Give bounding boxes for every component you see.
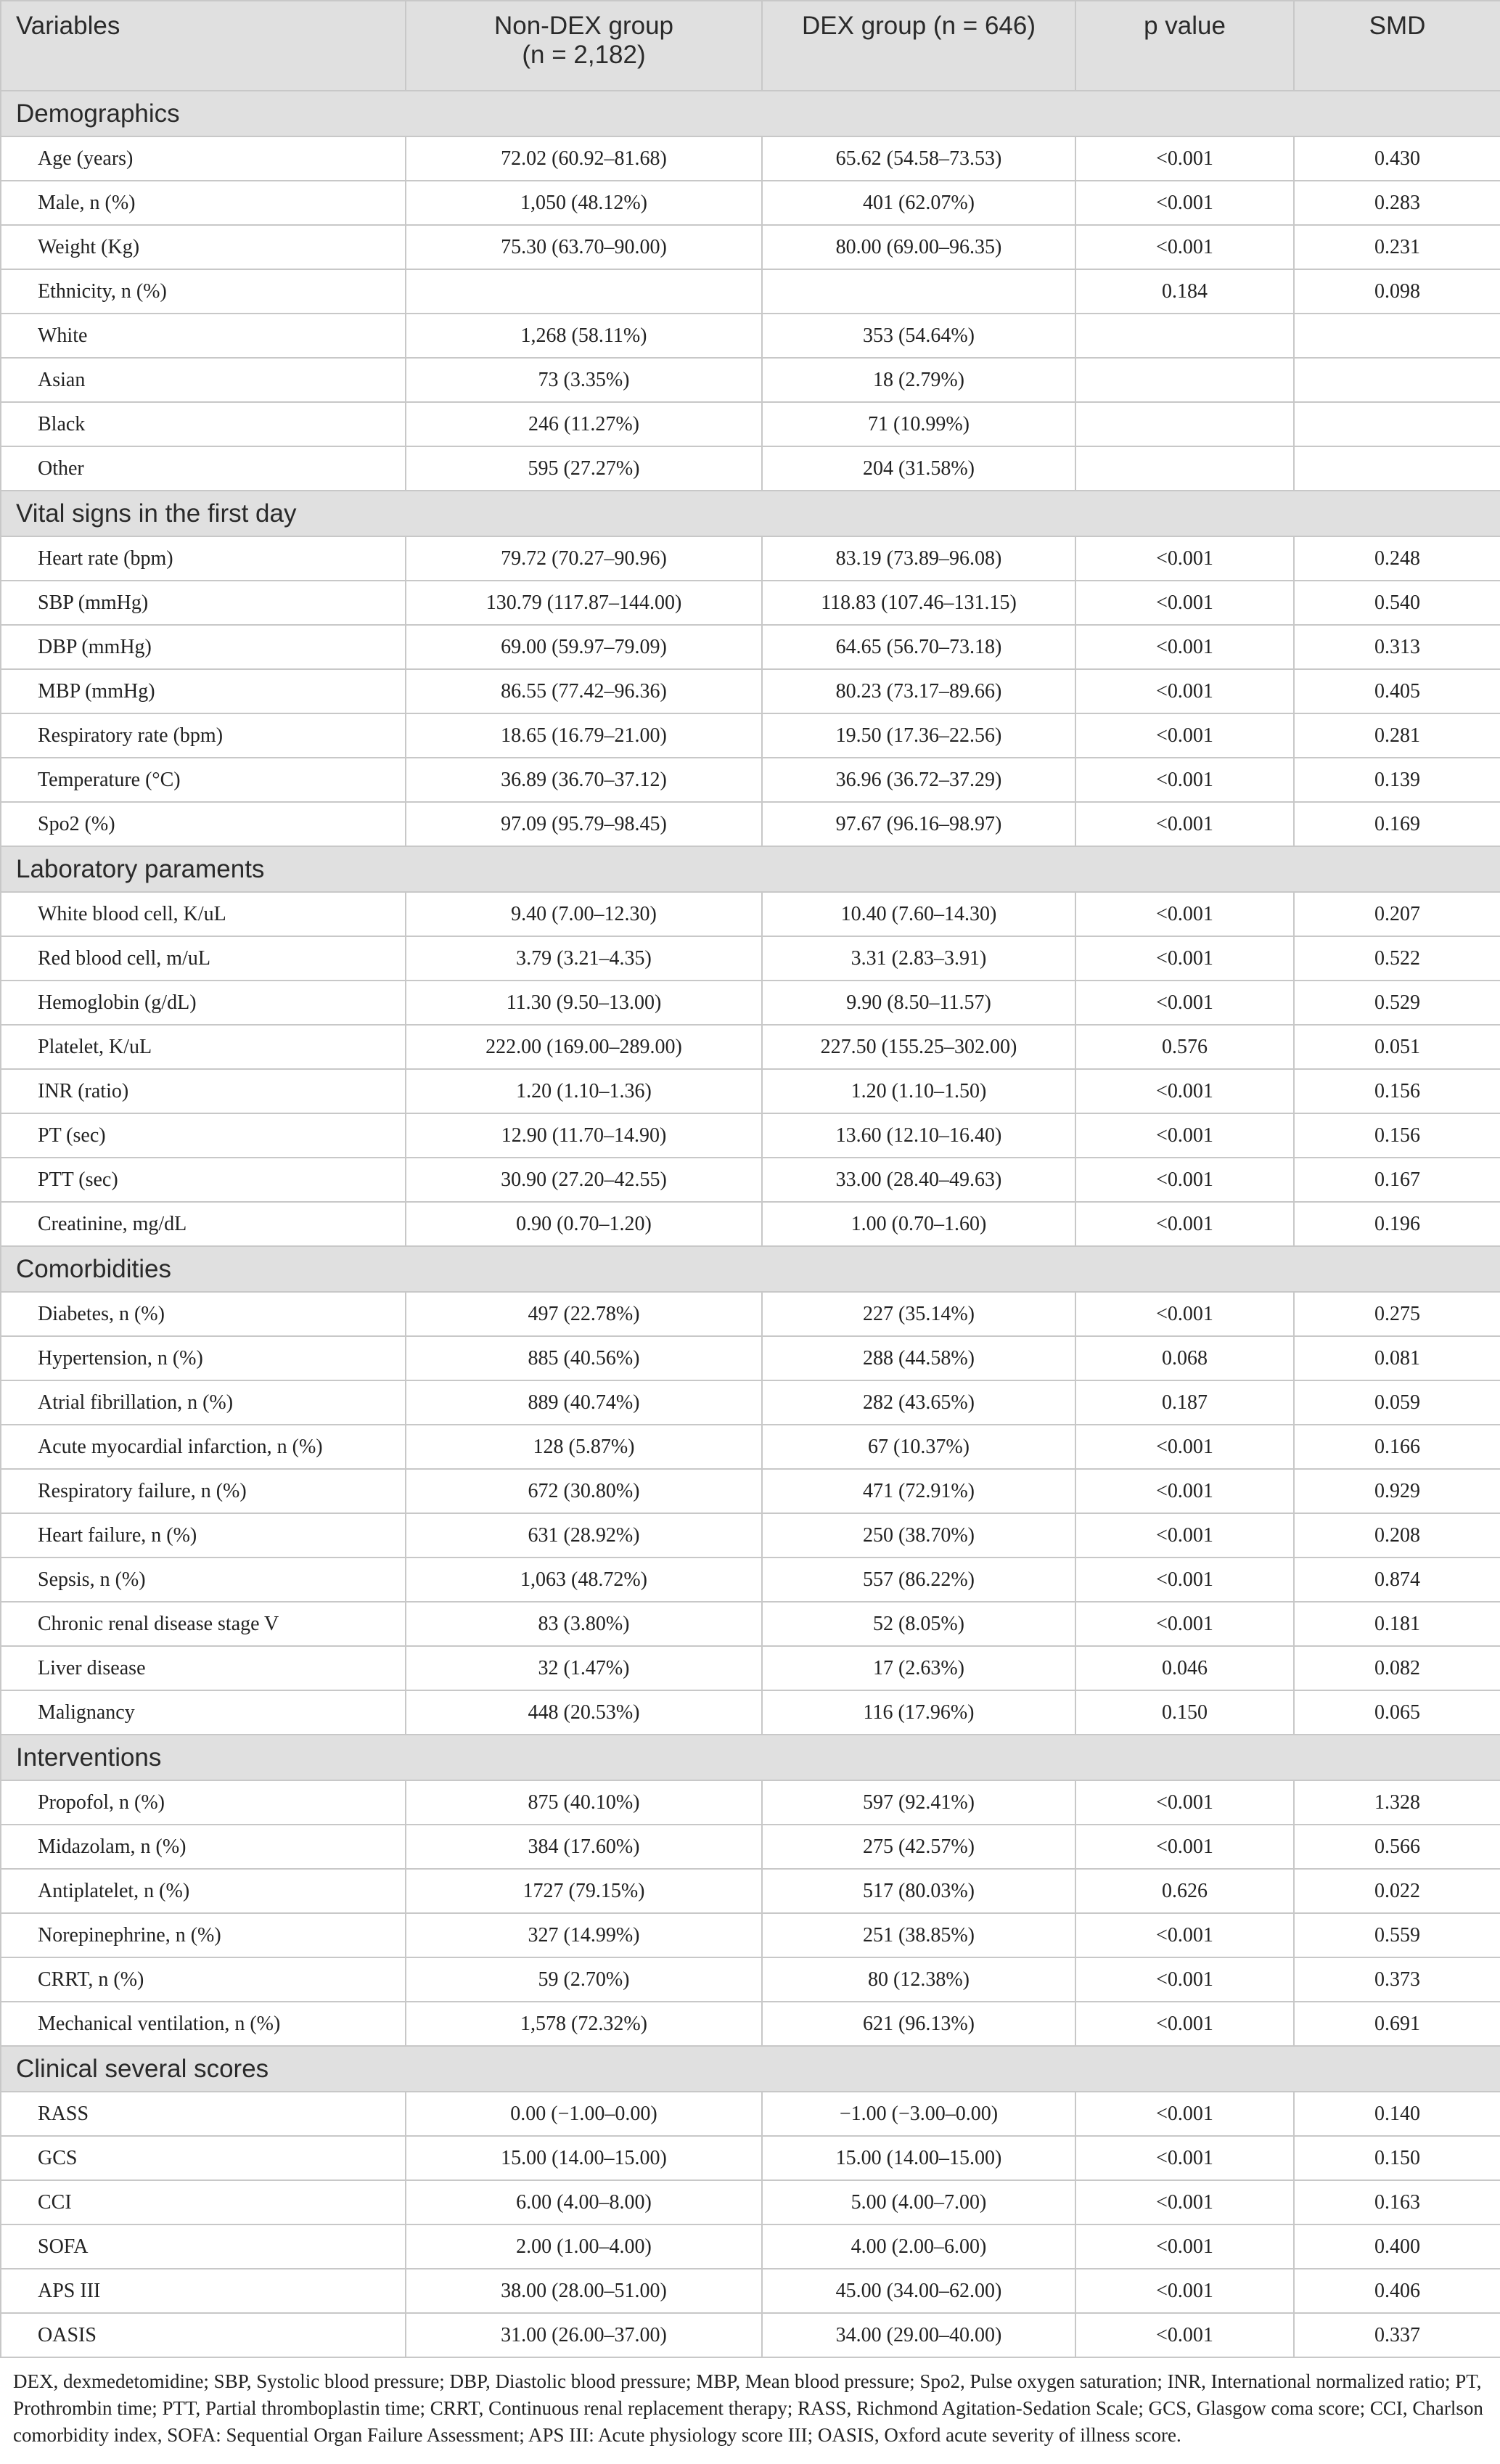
dex-cell: 17 (2.63%) xyxy=(762,1646,1075,1690)
variable-cell: Mechanical ventilation, n (%) xyxy=(1,2002,406,2046)
table-row xyxy=(1,758,1500,802)
dex-cell: 250 (38.70%) xyxy=(762,1513,1075,1558)
smd-cell xyxy=(1294,402,1500,446)
table-row xyxy=(1,981,1500,1025)
non-dex-cell: 1.20 (1.10–1.36) xyxy=(406,1069,762,1113)
non-dex-cell: 875 (40.10%) xyxy=(406,1780,762,1825)
dex-cell: 80.23 (73.17–89.66) xyxy=(762,669,1075,713)
p-value-cell: 0.576 xyxy=(1075,1025,1294,1069)
variable-cell: Respiratory failure, n (%) xyxy=(1,1469,406,1513)
p-value-cell: <0.001 xyxy=(1075,1425,1294,1469)
non-dex-cell: 3.79 (3.21–4.35) xyxy=(406,936,762,981)
dex-cell: 597 (92.41%) xyxy=(762,1780,1075,1825)
non-dex-cell: 497 (22.78%) xyxy=(406,1292,762,1336)
variable-cell: Propofol, n (%) xyxy=(1,1780,406,1825)
non-dex-cell: 32 (1.47%) xyxy=(406,1646,762,1690)
variable-cell: CRRT, n (%) xyxy=(1,1957,406,2002)
dex-cell: 517 (80.03%) xyxy=(762,1869,1075,1913)
dex-cell: 227 (35.14%) xyxy=(762,1292,1075,1336)
non-dex-cell: 384 (17.60%) xyxy=(406,1825,762,1869)
variable-cell: OASIS xyxy=(1,2313,406,2357)
non-dex-cell: 631 (28.92%) xyxy=(406,1513,762,1558)
p-value-cell: <0.001 xyxy=(1075,981,1294,1025)
section-header-row xyxy=(1,846,1500,892)
non-dex-cell: 59 (2.70%) xyxy=(406,1957,762,2002)
variable-cell: MBP (mmHg) xyxy=(1,669,406,713)
variable-cell: Spo2 (%) xyxy=(1,802,406,846)
variable-cell: Weight (Kg) xyxy=(1,225,406,269)
dex-cell: 621 (96.13%) xyxy=(762,2002,1075,2046)
section-title: Comorbidities xyxy=(1,1246,1500,1292)
table-row xyxy=(1,581,1500,625)
dex-cell: 118.83 (107.46–131.15) xyxy=(762,581,1075,625)
p-value-cell: <0.001 xyxy=(1075,1825,1294,1869)
variable-cell: Heart failure, n (%) xyxy=(1,1513,406,1558)
table-row xyxy=(1,1425,1500,1469)
variable-cell: Black xyxy=(1,402,406,446)
smd-cell: 0.196 xyxy=(1294,1202,1500,1246)
variable-cell: Malignancy xyxy=(1,1690,406,1735)
dex-cell: 67 (10.37%) xyxy=(762,1425,1075,1469)
p-value-cell xyxy=(1075,446,1294,491)
dex-cell: 3.31 (2.83–3.91) xyxy=(762,936,1075,981)
section-title: Clinical several scores xyxy=(1,2046,1500,2092)
table-row xyxy=(1,2180,1500,2224)
dex-cell: 80 (12.38%) xyxy=(762,1957,1075,2002)
smd-cell: 0.430 xyxy=(1294,136,1500,181)
smd-cell: 0.400 xyxy=(1294,2224,1500,2269)
dex-cell: 116 (17.96%) xyxy=(762,1690,1075,1735)
p-value-cell: <0.001 xyxy=(1075,2092,1294,2136)
non-dex-cell: 1727 (79.15%) xyxy=(406,1869,762,1913)
variable-cell: Midazolam, n (%) xyxy=(1,1825,406,1869)
smd-cell: 0.283 xyxy=(1294,181,1500,225)
table-row xyxy=(1,1780,1500,1825)
table-row xyxy=(1,1602,1500,1646)
dex-cell: 471 (72.91%) xyxy=(762,1469,1075,1513)
p-value-cell: <0.001 xyxy=(1075,1602,1294,1646)
p-value-cell: <0.001 xyxy=(1075,1558,1294,1602)
p-value-cell: <0.001 xyxy=(1075,1780,1294,1825)
p-value-cell: <0.001 xyxy=(1075,2002,1294,2046)
p-value-cell: <0.001 xyxy=(1075,892,1294,936)
table-row xyxy=(1,1158,1500,1202)
table-row xyxy=(1,269,1500,314)
non-dex-cell: 31.00 (26.00–37.00) xyxy=(406,2313,762,2357)
p-value-cell: <0.001 xyxy=(1075,225,1294,269)
header-row xyxy=(1,1,1500,91)
variable-cell: Other xyxy=(1,446,406,491)
dex-cell: 33.00 (28.40–49.63) xyxy=(762,1158,1075,1202)
dex-cell: 65.62 (54.58–73.53) xyxy=(762,136,1075,181)
variable-cell: White blood cell, K/uL xyxy=(1,892,406,936)
p-value-cell: <0.001 xyxy=(1075,1292,1294,1336)
smd-cell: 0.231 xyxy=(1294,225,1500,269)
variable-cell: Age (years) xyxy=(1,136,406,181)
table-row xyxy=(1,1957,1500,2002)
table-row xyxy=(1,181,1500,225)
section-title: Interventions xyxy=(1,1735,1500,1780)
table-row xyxy=(1,358,1500,402)
smd-cell: 0.337 xyxy=(1294,2313,1500,2357)
p-value-cell: 0.184 xyxy=(1075,269,1294,314)
p-value-cell: <0.001 xyxy=(1075,181,1294,225)
non-dex-cell: 12.90 (11.70–14.90) xyxy=(406,1113,762,1158)
p-value-cell: 0.046 xyxy=(1075,1646,1294,1690)
smd-cell: 0.082 xyxy=(1294,1646,1500,1690)
variable-cell: Heart rate (bpm) xyxy=(1,536,406,581)
smd-cell: 0.373 xyxy=(1294,1957,1500,2002)
non-dex-cell: 889 (40.74%) xyxy=(406,1380,762,1425)
section-header-row xyxy=(1,91,1500,136)
p-value-cell xyxy=(1075,358,1294,402)
section-title: Laboratory paraments xyxy=(1,846,1500,892)
non-dex-cell: 246 (11.27%) xyxy=(406,402,762,446)
section-title: Demographics xyxy=(1,91,1500,136)
table-row xyxy=(1,1690,1500,1735)
dex-cell: 71 (10.99%) xyxy=(762,402,1075,446)
smd-cell: 0.081 xyxy=(1294,1336,1500,1380)
p-value-cell: <0.001 xyxy=(1075,1202,1294,1246)
table-row xyxy=(1,1558,1500,1602)
table-footnote: DEX, dexmedetomidine; SBP, Systolic blood pressure; DBP, Diastolic blood pressure; MBP, Mean blood pressure; Spo2, Pulse oxygen saturation; INR, International normalized ratio; PT, Prothrombin time; PTT, Partial thromboplastin time; CRRT, Continuous renal replacement therapy; RASS, Richmond Agitation-Sedation Scale; GCS, Glasgow coma score; CCI, Charlson comorbidity index, SOFA: Sequential Organ Failure Assessment; APS III: Acute physiology score III; OASIS, Oxford acute severity of illness score. xyxy=(13,2370,1483,2446)
non-dex-cell: 1,268 (58.11%) xyxy=(406,314,762,358)
table-row xyxy=(1,402,1500,446)
smd-cell xyxy=(1294,446,1500,491)
p-value-cell: <0.001 xyxy=(1075,936,1294,981)
variable-cell: Antiplatelet, n (%) xyxy=(1,1869,406,1913)
smd-cell: 0.529 xyxy=(1294,981,1500,1025)
dex-cell: 83.19 (73.89–96.08) xyxy=(762,536,1075,581)
variable-cell: PTT (sec) xyxy=(1,1158,406,1202)
variable-cell: SOFA xyxy=(1,2224,406,2269)
section-header-row xyxy=(1,2046,1500,2092)
variable-cell: Diabetes, n (%) xyxy=(1,1292,406,1336)
p-value-cell: <0.001 xyxy=(1075,1957,1294,2002)
dex-cell: 15.00 (14.00–15.00) xyxy=(762,2136,1075,2180)
variable-cell: Hypertension, n (%) xyxy=(1,1336,406,1380)
table-row xyxy=(1,446,1500,491)
smd-cell: 0.566 xyxy=(1294,1825,1500,1869)
smd-cell: 0.207 xyxy=(1294,892,1500,936)
smd-cell: 0.139 xyxy=(1294,758,1500,802)
non-dex-cell: 448 (20.53%) xyxy=(406,1690,762,1735)
table-row xyxy=(1,136,1500,181)
p-value-cell: <0.001 xyxy=(1075,2269,1294,2313)
dex-cell: 10.40 (7.60–14.30) xyxy=(762,892,1075,936)
smd-cell: 0.559 xyxy=(1294,1913,1500,1957)
dex-cell: 97.67 (96.16–98.97) xyxy=(762,802,1075,846)
table-row xyxy=(1,2136,1500,2180)
non-dex-cell: 885 (40.56%) xyxy=(406,1336,762,1380)
table-row xyxy=(1,2269,1500,2313)
dex-cell: 1.00 (0.70–1.60) xyxy=(762,1202,1075,1246)
variable-cell: INR (ratio) xyxy=(1,1069,406,1113)
non-dex-cell: 30.90 (27.20–42.55) xyxy=(406,1158,762,1202)
section-header-row xyxy=(1,491,1500,536)
table-row xyxy=(1,1292,1500,1336)
table-row xyxy=(1,1646,1500,1690)
smd-cell: 0.929 xyxy=(1294,1469,1500,1513)
p-value-cell: <0.001 xyxy=(1075,581,1294,625)
variable-cell: Acute myocardial infarction, n (%) xyxy=(1,1425,406,1469)
section-header-row xyxy=(1,1735,1500,1780)
variable-cell: Liver disease xyxy=(1,1646,406,1690)
table-row xyxy=(1,1202,1500,1246)
p-value-cell: <0.001 xyxy=(1075,1513,1294,1558)
table-row xyxy=(1,1113,1500,1158)
p-value-cell xyxy=(1075,314,1294,358)
smd-cell: 0.540 xyxy=(1294,581,1500,625)
non-dex-cell: 1,578 (72.32%) xyxy=(406,2002,762,2046)
smd-cell: 0.181 xyxy=(1294,1602,1500,1646)
header-nondex-line2: (n = 2,182) xyxy=(522,41,646,69)
table-row xyxy=(1,713,1500,758)
dex-cell: 52 (8.05%) xyxy=(762,1602,1075,1646)
p-value-cell: <0.001 xyxy=(1075,136,1294,181)
p-value-cell: <0.001 xyxy=(1075,1069,1294,1113)
variable-cell: Creatinine, mg/dL xyxy=(1,1202,406,1246)
p-value-cell: <0.001 xyxy=(1075,1469,1294,1513)
p-value-cell: 0.150 xyxy=(1075,1690,1294,1735)
table-row xyxy=(1,1869,1500,1913)
dex-cell: 13.60 (12.10–16.40) xyxy=(762,1113,1075,1158)
dex-cell: 204 (31.58%) xyxy=(762,446,1075,491)
non-dex-cell: 79.72 (70.27–90.96) xyxy=(406,536,762,581)
dex-cell: 353 (54.64%) xyxy=(762,314,1075,358)
p-value-cell: <0.001 xyxy=(1075,1113,1294,1158)
non-dex-cell: 0.90 (0.70–1.20) xyxy=(406,1202,762,1246)
section-header-row xyxy=(1,1246,1500,1292)
header-nondex-line1: Non-DEX group xyxy=(493,12,674,40)
smd-cell: 0.691 xyxy=(1294,2002,1500,2046)
table-body xyxy=(1,91,1500,2357)
non-dex-cell: 0.00 (−1.00–0.00) xyxy=(406,2092,762,2136)
dex-cell: 64.65 (56.70–73.18) xyxy=(762,625,1075,669)
non-dex-cell: 75.30 (63.70–90.00) xyxy=(406,225,762,269)
table-row xyxy=(1,1069,1500,1113)
table-row xyxy=(1,2313,1500,2357)
dex-cell: 45.00 (34.00–62.00) xyxy=(762,2269,1075,2313)
variable-cell: APS III xyxy=(1,2269,406,2313)
table-row xyxy=(1,802,1500,846)
table-row xyxy=(1,2092,1500,2136)
non-dex-cell: 15.00 (14.00–15.00) xyxy=(406,2136,762,2180)
non-dex-cell: 97.09 (95.79–98.45) xyxy=(406,802,762,846)
section-title: Vital signs in the first day xyxy=(1,491,1500,536)
smd-cell: 0.150 xyxy=(1294,2136,1500,2180)
variable-cell: SBP (mmHg) xyxy=(1,581,406,625)
non-dex-cell: 83 (3.80%) xyxy=(406,1602,762,1646)
variable-cell: Atrial fibrillation, n (%) xyxy=(1,1380,406,1425)
table-row xyxy=(1,1336,1500,1380)
variable-cell: PT (sec) xyxy=(1,1113,406,1158)
variable-cell: Respiratory rate (bpm) xyxy=(1,713,406,758)
non-dex-cell: 11.30 (9.50–13.00) xyxy=(406,981,762,1025)
table-row xyxy=(1,1825,1500,1869)
smd-cell: 0.522 xyxy=(1294,936,1500,981)
dex-cell: 288 (44.58%) xyxy=(762,1336,1075,1380)
smd-cell: 0.022 xyxy=(1294,1869,1500,1913)
variable-cell: Chronic renal disease stage V xyxy=(1,1602,406,1646)
non-dex-cell: 672 (30.80%) xyxy=(406,1469,762,1513)
table-row xyxy=(1,314,1500,358)
table-row xyxy=(1,936,1500,981)
table-row xyxy=(1,536,1500,581)
header-nondex xyxy=(406,1,762,91)
dex-cell: 18 (2.79%) xyxy=(762,358,1075,402)
smd-cell: 1.328 xyxy=(1294,1780,1500,1825)
non-dex-cell: 222.00 (169.00–289.00) xyxy=(406,1025,762,1069)
variable-cell: Ethnicity, n (%) xyxy=(1,269,406,314)
dex-cell: 19.50 (17.36–22.56) xyxy=(762,713,1075,758)
p-value-cell: <0.001 xyxy=(1075,1158,1294,1202)
variable-cell: CCI xyxy=(1,2180,406,2224)
smd-cell: 0.156 xyxy=(1294,1113,1500,1158)
smd-cell: 0.169 xyxy=(1294,802,1500,846)
header-dex: DEX group (n = 646) xyxy=(762,1,1075,91)
table-row xyxy=(1,625,1500,669)
variable-cell: White xyxy=(1,314,406,358)
variable-cell: Red blood cell, m/uL xyxy=(1,936,406,981)
p-value-cell: <0.001 xyxy=(1075,2180,1294,2224)
header-p-value: p value xyxy=(1075,1,1294,91)
p-value-cell: 0.068 xyxy=(1075,1336,1294,1380)
smd-cell: 0.405 xyxy=(1294,669,1500,713)
non-dex-cell: 2.00 (1.00–4.00) xyxy=(406,2224,762,2269)
p-value-cell: <0.001 xyxy=(1075,669,1294,713)
dex-cell: 5.00 (4.00–7.00) xyxy=(762,2180,1075,2224)
dex-cell: 9.90 (8.50–11.57) xyxy=(762,981,1075,1025)
non-dex-cell: 38.00 (28.00–51.00) xyxy=(406,2269,762,2313)
smd-cell: 0.208 xyxy=(1294,1513,1500,1558)
header-smd: SMD xyxy=(1294,1,1500,91)
smd-cell: 0.059 xyxy=(1294,1380,1500,1425)
variable-cell: Asian xyxy=(1,358,406,402)
smd-cell: 0.163 xyxy=(1294,2180,1500,2224)
smd-cell: 0.313 xyxy=(1294,625,1500,669)
p-value-cell: <0.001 xyxy=(1075,2224,1294,2269)
smd-cell xyxy=(1294,314,1500,358)
table-row xyxy=(1,669,1500,713)
table-row xyxy=(1,2002,1500,2046)
p-value-cell: <0.001 xyxy=(1075,2136,1294,2180)
smd-cell: 0.098 xyxy=(1294,269,1500,314)
smd-cell: 0.156 xyxy=(1294,1069,1500,1113)
variable-cell: Norepinephrine, n (%) xyxy=(1,1913,406,1957)
table-row xyxy=(1,892,1500,936)
table-row xyxy=(1,1913,1500,1957)
table-row xyxy=(1,1380,1500,1425)
smd-cell: 0.248 xyxy=(1294,536,1500,581)
smd-cell: 0.275 xyxy=(1294,1292,1500,1336)
variable-cell: DBP (mmHg) xyxy=(1,625,406,669)
dex-cell: −1.00 (−3.00–0.00) xyxy=(762,2092,1075,2136)
table-row xyxy=(1,225,1500,269)
header-variables: Variables xyxy=(1,1,406,91)
p-value-cell: <0.001 xyxy=(1075,625,1294,669)
p-value-cell: 0.187 xyxy=(1075,1380,1294,1425)
non-dex-cell: 9.40 (7.00–12.30) xyxy=(406,892,762,936)
variable-cell: Male, n (%) xyxy=(1,181,406,225)
non-dex-cell: 595 (27.27%) xyxy=(406,446,762,491)
dex-cell xyxy=(762,269,1075,314)
variable-cell: RASS xyxy=(1,2092,406,2136)
non-dex-cell: 73 (3.35%) xyxy=(406,358,762,402)
smd-cell: 0.065 xyxy=(1294,1690,1500,1735)
variable-cell: GCS xyxy=(1,2136,406,2180)
smd-cell: 0.166 xyxy=(1294,1425,1500,1469)
non-dex-cell: 69.00 (59.97–79.09) xyxy=(406,625,762,669)
dex-cell: 557 (86.22%) xyxy=(762,1558,1075,1602)
table-row xyxy=(1,1025,1500,1069)
non-dex-cell: 1,050 (48.12%) xyxy=(406,181,762,225)
p-value-cell xyxy=(1075,402,1294,446)
smd-cell: 0.167 xyxy=(1294,1158,1500,1202)
dex-cell: 34.00 (29.00–40.00) xyxy=(762,2313,1075,2357)
non-dex-cell: 86.55 (77.42–96.36) xyxy=(406,669,762,713)
variable-cell: Temperature (°C) xyxy=(1,758,406,802)
smd-cell: 0.140 xyxy=(1294,2092,1500,2136)
p-value-cell: 0.626 xyxy=(1075,1869,1294,1913)
p-value-cell: <0.001 xyxy=(1075,2313,1294,2357)
dex-cell: 4.00 (2.00–6.00) xyxy=(762,2224,1075,2269)
smd-cell: 0.281 xyxy=(1294,713,1500,758)
table-row xyxy=(1,1469,1500,1513)
dex-cell: 80.00 (69.00–96.35) xyxy=(762,225,1075,269)
table-row xyxy=(1,2224,1500,2269)
non-dex-cell: 72.02 (60.92–81.68) xyxy=(406,136,762,181)
p-value-cell: <0.001 xyxy=(1075,713,1294,758)
dex-cell: 251 (38.85%) xyxy=(762,1913,1075,1957)
non-dex-cell: 128 (5.87%) xyxy=(406,1425,762,1469)
p-value-cell: <0.001 xyxy=(1075,802,1294,846)
smd-cell: 0.406 xyxy=(1294,2269,1500,2313)
non-dex-cell: 36.89 (36.70–37.12) xyxy=(406,758,762,802)
smd-cell xyxy=(1294,358,1500,402)
table-row xyxy=(1,1513,1500,1558)
dex-cell: 275 (42.57%) xyxy=(762,1825,1075,1869)
dex-cell: 1.20 (1.10–1.50) xyxy=(762,1069,1075,1113)
non-dex-cell: 130.79 (117.87–144.00) xyxy=(406,581,762,625)
dex-cell: 227.50 (155.25–302.00) xyxy=(762,1025,1075,1069)
dex-cell: 36.96 (36.72–37.29) xyxy=(762,758,1075,802)
non-dex-cell: 327 (14.99%) xyxy=(406,1913,762,1957)
non-dex-cell xyxy=(406,269,762,314)
variable-cell: Platelet, K/uL xyxy=(1,1025,406,1069)
smd-cell: 0.874 xyxy=(1294,1558,1500,1602)
dex-cell: 282 (43.65%) xyxy=(762,1380,1075,1425)
p-value-cell: <0.001 xyxy=(1075,1913,1294,1957)
p-value-cell: <0.001 xyxy=(1075,536,1294,581)
p-value-cell: <0.001 xyxy=(1075,758,1294,802)
variable-cell: Hemoglobin (g/dL) xyxy=(1,981,406,1025)
smd-cell: 0.051 xyxy=(1294,1025,1500,1069)
non-dex-cell: 1,063 (48.72%) xyxy=(406,1558,762,1602)
non-dex-cell: 18.65 (16.79–21.00) xyxy=(406,713,762,758)
dex-cell: 401 (62.07%) xyxy=(762,181,1075,225)
non-dex-cell: 6.00 (4.00–8.00) xyxy=(406,2180,762,2224)
variable-cell: Sepsis, n (%) xyxy=(1,1558,406,1602)
